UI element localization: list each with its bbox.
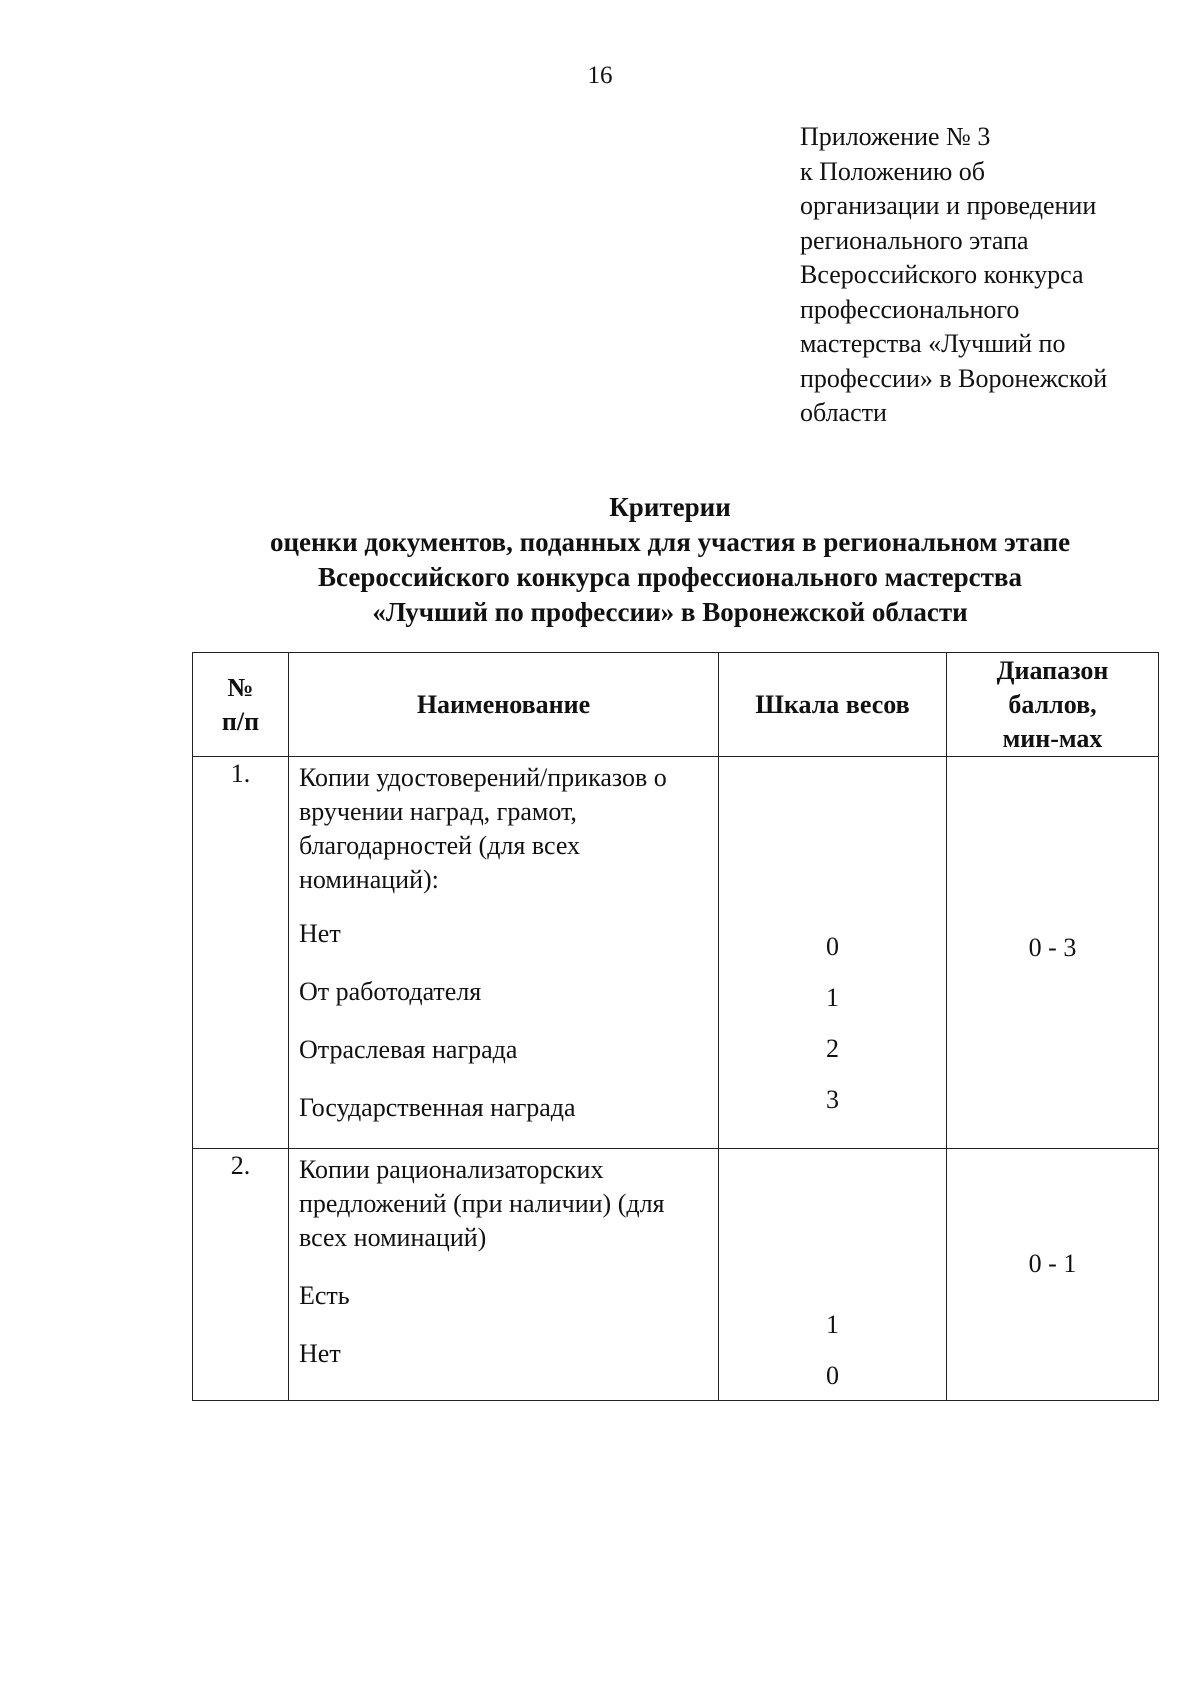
appendix-line: к Положению об [800,156,986,186]
header-name: Наименование [289,653,719,757]
row-number: 2. [193,1149,289,1401]
option-label: Есть [299,1281,350,1310]
row-weights [719,1149,947,1401]
appendix-line: области [800,398,887,427]
description-line: номинаций): [299,865,439,894]
header-range-line: Диапазон [996,655,1109,685]
row-range [947,1149,1159,1401]
appendix-line: организации и проведении [800,191,1097,220]
header-range [947,653,1159,757]
option-label: Государственная награда [299,1093,576,1122]
weight-value: 1 [826,1310,839,1339]
option-label: Нет [299,919,341,948]
description-line: всех номинаций) [299,1223,487,1252]
heading-title: Критерии [609,492,731,522]
row-range [947,757,1159,1149]
weight-value: 2 [826,1034,839,1063]
row-name [289,757,719,1149]
row-description [299,761,708,897]
option-label: Отраслевая награда [299,1035,518,1064]
appendix-line: мастерства «Лучший по [800,329,1066,358]
weight-value: 1 [826,983,839,1012]
option-label: Нет [299,1339,341,1368]
appendix-line: профессионального [800,294,1020,324]
heading-line: Всероссийского конкурса профессионального мастерства [318,562,1022,592]
description-line: благодарностей (для всех [299,831,581,860]
header-num-line: п/п [221,706,260,736]
heading-line: оценки документов, поданных для участия в региональном этапе [269,527,1071,557]
weight-value: 0 [826,1361,839,1390]
description-line: Копии рационализаторских [299,1155,604,1184]
table-header-row [193,653,1159,757]
header-range-line: баллов, [1008,689,1097,719]
description-line: вручении наград, грамот, [299,797,577,826]
table-row [193,757,1159,1149]
table-row [193,1149,1159,1401]
header-range-line: мин-мах [1002,723,1103,753]
weight-value: 0 [826,932,839,961]
row-name [289,1149,719,1401]
heading-line: «Лучший по профессии» в Воронежской области [372,597,968,627]
document-heading [150,490,1190,630]
header-num-line: № [227,672,254,702]
header-num [193,653,289,757]
range-value: 0 - 1 [1028,1249,1077,1278]
header-weights: Шкала весов [719,653,947,757]
criteria-table [192,652,1159,1401]
option-label: От работодателя [299,977,482,1006]
page-number: 16 [587,62,613,89]
appendix-line: регионального этапа [800,225,1029,255]
appendix-line: профессии» в Воронежской [800,363,1108,393]
row-description [299,1153,708,1255]
range-value: 0 - 3 [1028,933,1077,962]
weight-value: 3 [826,1085,839,1114]
description-line: предложений (при наличии) (для [299,1189,665,1218]
row-weights [719,757,947,1149]
appendix-line: Всероссийского конкурса [800,260,1084,289]
appendix-line: Приложение № 3 [800,122,991,151]
appendix-note [800,120,1180,431]
row-number: 1. [193,757,289,1149]
description-line: Копии удостоверений/приказов о [299,763,667,792]
